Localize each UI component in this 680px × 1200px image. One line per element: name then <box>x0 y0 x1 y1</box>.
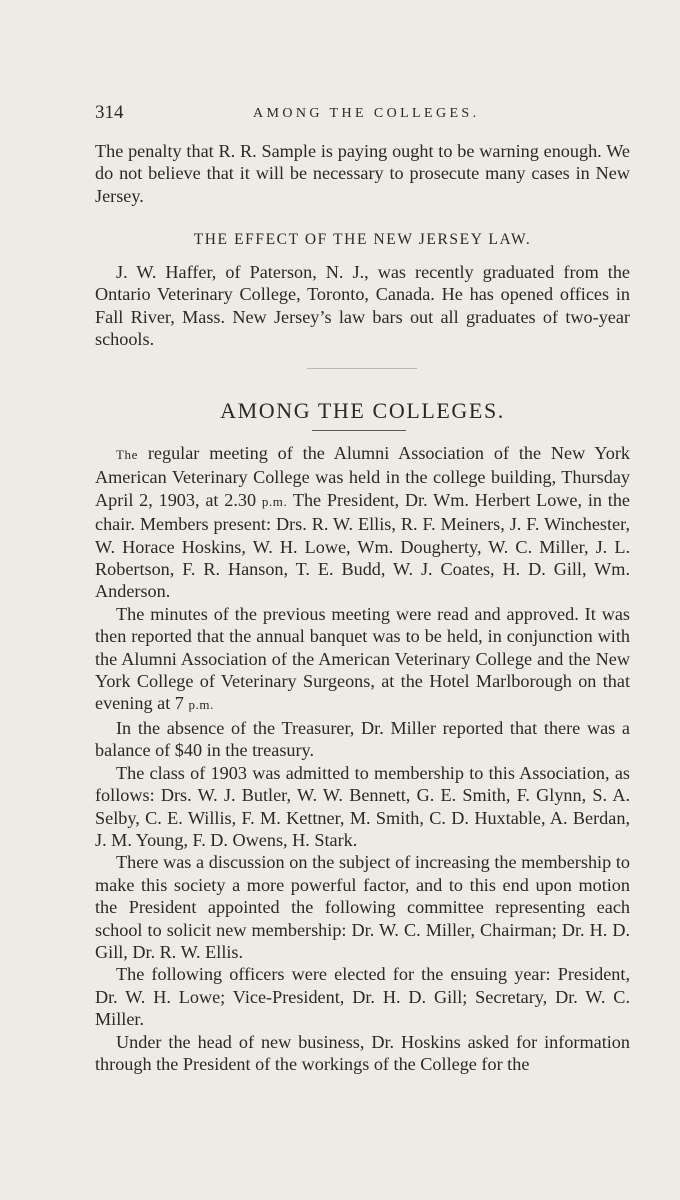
title-underline <box>312 430 406 431</box>
section-title: AMONG THE COLLEGES. <box>220 398 505 423</box>
paragraph-meeting-text-a: regular meeting of the Alumni Association of the New York American Veterinary College was held in the college building, Thursday April 2, 1903, at 2.30 <box>95 443 630 510</box>
time-small-caps: p.m. <box>261 493 288 509</box>
paragraph-minutes <box>95 603 630 717</box>
paragraph-officers: The following officers were elected for the ensuing year: President, Dr. W. H. Lowe; Vice-President, Dr. H. D. Gill; Secretary, Dr. W. C. Miller. <box>95 964 630 1030</box>
paragraph-meeting <box>95 442 630 603</box>
running-title: AMONG THE COLLEGES. <box>253 106 480 121</box>
page-number: 314 <box>95 102 124 123</box>
paragraph-minutes-text: The minutes of the previous meeting were read and approved. It was then reported that the annual banquet was to be held, in conjunction with the Alumni Association of the American Veterinary College and the New York College of Veterinary Surgeons, at the Hotel Marlborough on that evening at 7 <box>95 603 630 714</box>
intro-block <box>95 140 630 207</box>
law-section-block <box>95 261 630 351</box>
lead-small-caps: The <box>116 447 139 462</box>
law-section-heading: THE EFFECT OF THE NEW JERSEY LAW. <box>193 231 532 248</box>
paragraph-committee: There was a discussion on the subject of increasing the membership to make this society a more powerful factor, and to this end upon motion the President appointed the following committee representing each school to solicit new membership: Dr. W. C. Miller, Chairman; Dr. H. D. Gill, Dr. R. W. Ellis. <box>95 852 630 962</box>
time-small-caps: p.m. <box>188 697 214 713</box>
section-divider <box>307 368 417 369</box>
law-section-paragraph: J. W. Haffer, of Paterson, N. J., was recently graduated from the Ontario Veterinary College, Toronto, Canada. He has opened offices in Fall River, Mass. New Jersey’s law bars out all graduates of two-year schools. <box>95 262 630 350</box>
paragraph-new-business: Under the head of new business, Dr. Hoskins asked for information through the President of the workings of the College for the <box>95 1031 630 1074</box>
paragraph-meeting-text-b: The President, Dr. Wm. Herbert Lowe, in the chair. Members present: Drs. R. W. Ellis, R. F. Meiners, J. F. Winchester, W. Horace Hoskins, W. H. Lowe, Wm. Dougherty, W. C. Miller, J. L. Robertson, F. R. Hanson, T. E. Budd, W. J. Coates, H. D. Gill, Wm. Anderson. <box>95 489 630 602</box>
page-header <box>95 100 630 126</box>
colleges-body <box>95 442 630 1075</box>
intro-paragraph: The penalty that R. R. Sample is paying ought to be warning enough. We do not believe that it will be necessary to prosecute many cases in New Jersey. <box>95 141 630 206</box>
paragraph-class-1903: The class of 1903 was admitted to membership to this Association, as follows: Drs. W. J. Butler, W. W. Bennett, G. E. Smith, F. Glynn, S. A. Selby, C. E. Willis, F. M. Kettner, M. Smith, C. D. Huxtable, A. Berdan, J. M. Young, F. D. Owens, H. Stark. <box>95 762 630 850</box>
paragraph-treasury: In the absence of the Treasurer, Dr. Miller reported that there was a balance of $40 in the treasury. <box>95 717 630 761</box>
